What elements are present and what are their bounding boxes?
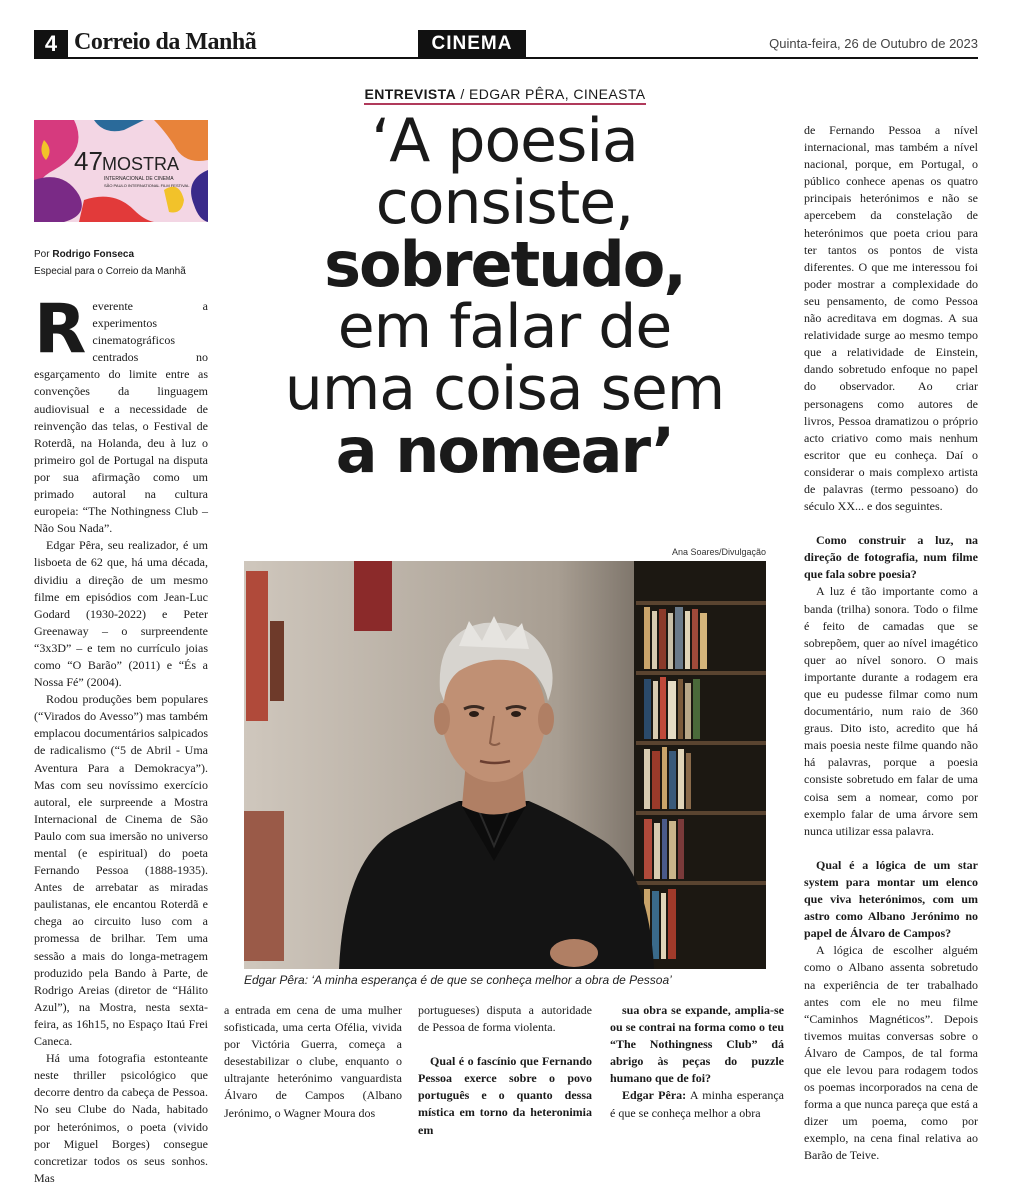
- mostra-logo: [34, 120, 208, 222]
- photo-credit: Ana Soares/Divulgação: [671, 547, 766, 557]
- answer-text: A minha esperança é que se conheça melhor a obra: [610, 1088, 784, 1120]
- headline-line-3: sobretudo,: [324, 228, 685, 301]
- kicker-label: ENTREVISTA: [364, 86, 457, 102]
- interview-answer: A lógica de escolher alguém como o Albano assenta sobretudo na experiência de ter trabalhado antes com ele no meu filme “Caminhos Magnéticos”. Depois tivemos muitas conversas sobre o Álvaro de Campos, de tal forma que ele levou para rodagem todos os poemas incorporados na cena de forma a que nunca pareça que está a dizer um poema, como por exemplo, na cena final relativa ao Barão de Teive.: [804, 943, 978, 1163]
- headline-line-1: ‘A poesia: [371, 106, 638, 176]
- interview-question: Qual é a lógica de um star system para montar um elenco que viva heterónimos, com um astro como Albano Jerónimo no papel de Álvaro de Campos?: [804, 857, 978, 941]
- headline-line-4: em falar de: [337, 292, 672, 362]
- byline-author: Rodrigo Fonseca: [52, 249, 135, 260]
- kicker-separator: /: [456, 86, 469, 102]
- headline: [232, 106, 777, 487]
- headline-line-2: consiste,: [375, 168, 634, 238]
- issue-date: Quinta-feira, 26 de Outubro de 2023: [769, 36, 978, 51]
- interview-question: Como construir a luz, na direção de fotografia, num filme que fala sobre poesia?: [804, 533, 978, 582]
- paragraph: Há uma fotografia estonteante neste thriller psicológico que decorre dentro da cabeça de Pessoa. No seu Clube do Nada, habitado por heterónimos, o poeta (vivido por Miguel Borges) consegue concretizar todos os seus sonhos. Mas: [34, 1051, 208, 1185]
- column-5: [804, 122, 978, 1165]
- lead-text: everente a experimentos cinematográficos centrados no esgarçamento do limite entre as convenções da linguagem audiovisual e a necessidade de reinvenção das telas, o Festival de Roterdã, na Holanda, deu à luz o primeiro gol de Portugal na disputa por sua afirmação como um primado autoral na cultura europeia: “The Nothingness Club – Não Sou Nada”.: [34, 299, 208, 536]
- byline: [34, 246, 186, 280]
- column-1: [34, 290, 208, 1187]
- kicker: [240, 86, 770, 105]
- interview-question: sua obra se expande, amplia-se ou se contrai na forma como o teu “The Nothingness Club” dá abrigo às peças do puzzle humano que de foi?: [610, 1003, 784, 1086]
- byline-role: Especial para o Correio da Manhã: [34, 266, 186, 277]
- interview-question: Qual é o fascínio que Fernando Pessoa exerce sobre o povo português e o quanto dessa mística em torno da heteronimia em: [418, 1054, 592, 1137]
- speaker-label: Edgar Pêra:: [622, 1088, 687, 1103]
- byline-prefix: Por: [34, 249, 53, 260]
- paragraph: de Fernando Pessoa a nível internacional, mas também a nível nacional, porque, em Portugal, o público conhece apenas os quatro principais heterónimos e não se apercebem da constelação de heterónimos que poeta criou para ter tantos os pontos de vista diferentes. O que me interessou foi poder mostrar a complexidade do seu pensamento, de como Pessoa não acreditava em dogmas. A sua relatividade surge ao mesmo tempo que a relatividade de Einstein, dando sobretudo enfoque no papel do observador. Ao criar personagens como autores de livros, Pessoa dramatizou o próprio acto criativo como mais nenhum escritor que eu conheça. Daí o considerar o mais complexo artista de palavras (termo pessoano) do século XX... e dos seguintes.: [804, 123, 978, 514]
- drop-cap: R: [34, 290, 87, 369]
- section-label: CINEMA: [418, 30, 526, 57]
- photo-caption: Edgar Pêra: ‘A minha esperança é de que se conheça melhor a obra de Pessoa’: [244, 973, 672, 987]
- interview-answer: A luz é tão importante como a banda (trilha) sonora. Todo o filme é feito de camadas que se sobrepõem, quer ao nível imagético quer ao nível sonoro. O mais importante durante a rodagem era que eu pudesse filmar como num documentário, num raio de 360 graus. Dito isto, acredito que há mais poesia neste filme quando não há palavras, porque a poesia consiste sobretudo em falar de uma coisa sem a nomear, como por exemplo falar de uma árvore sem nunca utilizar essa palavra.: [804, 584, 978, 838]
- column-4: [610, 1002, 784, 1122]
- paragraph: a entrada em cena de uma mulher sofisticada, uma certa Ofélia, vivida por Victória Guerra, começa a desestabilizar o clube, enquanto o ultrajante heterónimo vanguardista Álvaro de Campos (Albano Jerónimo, o Wagner Moura dos: [224, 1003, 402, 1120]
- paragraph: Rodou produções bem populares (“Virados do Avesso”) mas também emplacou documentários salpicados de radicalismo (“5 de Abril - Uma Aventura Para a Demokracya”). Mas com seu novíssimo exercício autoral, ele surpreende a Mostra Internacional de Cinema de São Paulo com sua imersão no universo mental (e espiritual) do poeta Fernando Pessoa (1888-1935). Antes de arrebatar as miradas paulistanas, ele encantou Roterdã e chega ao circuito luso com a promessa de brilhar. Tem uma sessão a mais do longa-metragem produzido pela Bando à Parte, de Rodrigo Areias (diretor de “Hálito Azul”), na Mostra, nesta sexta-feira, as 16h15, no Espaço Itaú Frei Caneca.: [34, 692, 208, 1049]
- paragraph: Edgar Pêra, seu realizador, é um lisboeta de 62 que, há uma década, dividiu a direção de um mesmo filme em episódios com Jean-Luc Godard (1930-2022) e Peter Greenaway – o surpreendente “3x3D” – e tem no currículo joias como “O Barão” (2011) e “És a Nossa Fé” (2004).: [34, 538, 208, 690]
- paragraph: portugueses) disputa a autoridade de Pessoa de forma violenta.: [418, 1003, 592, 1035]
- masthead: Correio da Manhã: [74, 29, 257, 55]
- column-2: [224, 1002, 402, 1122]
- header-rule: [34, 57, 978, 59]
- headline-line-6: a nomear’: [335, 414, 674, 487]
- kicker-subject: EDGAR PÊRA, CINEASTA: [468, 86, 646, 102]
- headline-line-5: uma coisa sem: [284, 354, 725, 424]
- portrait-photo: [244, 561, 766, 969]
- lead-paragraph: [34, 290, 208, 537]
- logo-subtitle-2: SÃO PAULO INTERNATIONAL FILM FESTIVAL: [104, 183, 190, 188]
- interview-answer: [610, 1087, 784, 1121]
- page-number: 4: [34, 30, 68, 57]
- column-3: [418, 1002, 592, 1139]
- logo-number: 47: [74, 146, 103, 176]
- logo-subtitle-1: INTERNACIONAL DE CINEMA: [104, 176, 174, 182]
- logo-title: MOSTRA: [102, 154, 180, 174]
